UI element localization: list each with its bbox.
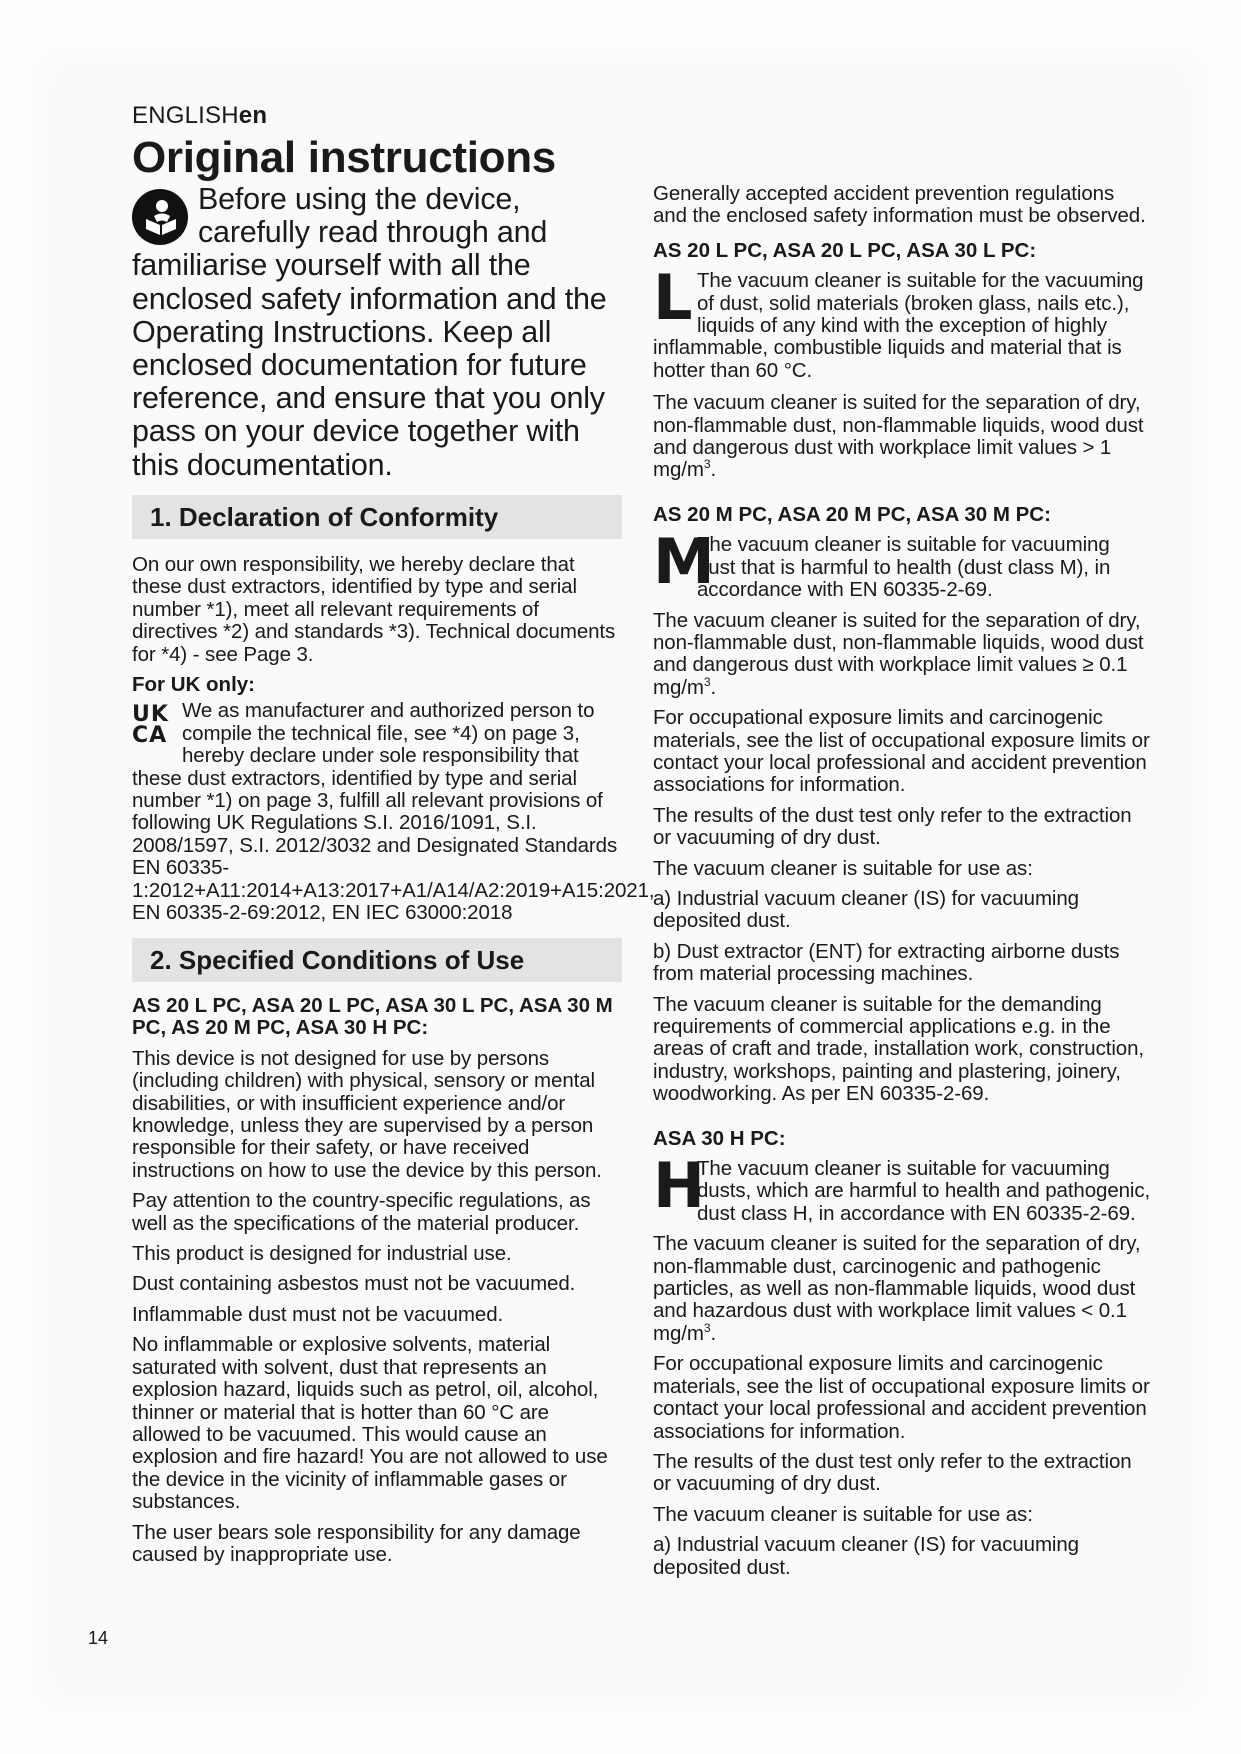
declaration-block <box>132 553 655 925</box>
read-manual-icon <box>132 189 188 245</box>
language-label <box>132 102 267 130</box>
dust-class-m-icon: M <box>653 525 715 599</box>
superscript: 3 <box>703 674 711 689</box>
h-class-use-as: The vacuum cleaner is suitable for use as: <box>653 1502 1033 1526</box>
separation-text: The vacuum cleaner is suited for the separation of dry, non-flammable dust, non-flammable liquids, wood dust and dangerous dust with workplace limit values > 1 mg/m <box>653 391 1144 482</box>
models-heading: AS 20 L PC, ASA 20 L PC, ASA 30 L PC, ASA 30 M PC, AS 20 M PC, ASA 30 H PC: <box>132 994 613 1040</box>
paragraph: Pay attention to the country-specific regulations, as well as the specifications of the material producer. <box>132 1189 591 1235</box>
ukca-mark-icon <box>132 704 176 748</box>
separation-end: . <box>710 1321 717 1345</box>
intro-paragraph <box>132 183 632 482</box>
uk-declaration <box>132 699 655 925</box>
right-column-content <box>653 183 1153 1579</box>
h-class-results: The results of the dust test only refer to the extraction or vacuuming of dry dust. <box>653 1449 1132 1496</box>
m-class-description: The vacuum cleaner is suitable for vacuuming dust that is harmful to health (dust class M), in accordance with EN 60335-2-69. <box>697 533 1111 602</box>
dust-class-l-icon: L <box>653 261 693 335</box>
uk-declaration-text: We as manufacturer and authorized person to compile the technical file, see *4) on page 3, hereby declare under sole responsibility that these dust extractors, identified by type and serial number *1) on page 3, fulfill all relevant provisions of following UK Regulations S.I. 2016/1091, S.I. 2008/1597, S.I. 2012/3032 and Designated Standards EN 60335-1:2012+A11:2014+A13:2017+A1/A14/A2:2019+A15:2021, EN 60335-2-69:2012, EN IEC 63000:2018 <box>132 699 655 925</box>
l-class-heading: AS 20 L PC, ASA 20 L PC, ASA 30 L PC: <box>653 238 1037 262</box>
h-class-heading: ASA 30 H PC: <box>653 1126 786 1150</box>
superscript: 3 <box>703 1321 711 1336</box>
l-class-description: The vacuum cleaner is suitable for the vacuuming of dust, solid materials (broken glass, nails etc.), liquids of any kind with the exception of highly inflammable, combustible liquids and material that is hotter than 60 °C. <box>653 269 1144 382</box>
section-heading-conditions: 2. Specified Conditions of Use <box>132 938 622 982</box>
uk-only-heading: For UK only: <box>132 673 255 697</box>
m-class-use-as: The vacuum cleaner is suitable for use as: <box>653 856 1033 880</box>
dust-class-h-icon: H <box>653 1149 705 1223</box>
h-class-description: The vacuum cleaner is suitable for vacuuming dusts, which are harmful to health and pathogenic, dust class H, in accordance with EN 60335-2-69. <box>697 1157 1151 1225</box>
language-name: ENGLISH <box>132 102 239 129</box>
page-title: Original instructions <box>132 133 556 182</box>
conditions-block <box>132 995 622 1566</box>
m-class-demanding: The vacuum cleaner is suitable for the demanding requirements of commercial applications e.g. in the areas of craft and trade, installation work, construction, industry, workshops, painting and plastering, joinery, woodworking. As per EN 60335-2-69. <box>653 992 1145 1106</box>
m-class-text <box>653 525 1153 602</box>
paragraph: This device is not designed for use by persons (including children) with physical, sensory or mental disabilities, or with insufficient experience and/or knowledge, unless they are supervised by a person responsible for their safety, or have received instructions on how to use the device by this person. <box>132 1046 602 1182</box>
h-class-use-a: a) Industrial vacuum cleaner (IS) for vacuuming deposited dust. <box>653 1533 1079 1579</box>
intro-text: Before using the device, carefully read through and familiarise yourself with all the enclosed safety information and the Operating Instructions. Keep all enclosed documentation for future reference, and ensure that you only pass on your device together with this documentation. <box>132 182 607 482</box>
general-regulations: Generally accepted accident prevention regulations and the enclosed safety information must be observed. <box>653 182 1146 228</box>
paragraph: The user bears sole responsibility for any damage caused by inappropriate use. <box>132 1520 581 1566</box>
l-class-separation <box>653 392 1153 482</box>
declaration-text: On our own responsibility, we hereby declare that these dust extractors, identified by type and serial number *1), meet all relevant requirements of directives *2) and standards *3). Technical documents for *4) - see Page 3. <box>132 553 616 666</box>
m-class-use-a: a) Industrial vacuum cleaner (IS) for vacuuming deposited dust. <box>653 886 1079 933</box>
separation-end: . <box>710 675 717 699</box>
section-heading-declaration: 1. Declaration of Conformity <box>132 495 622 539</box>
m-class-separation <box>653 610 1153 700</box>
page-number: 14 <box>88 1628 109 1648</box>
paragraph: This product is designed for industrial use. <box>132 1242 512 1266</box>
separation-end: . <box>710 458 717 482</box>
ukca-mark-bottom: CA <box>132 723 168 749</box>
paragraph: No inflammable or explosive solvents, material saturated with solvent, dust that represents an explosion hazard, liquids such as petrol, oil, alcohol, thinner or material that is hotter than 60 °C are allowed to be vacuumed. This would cause an explosion and fire hazard! You are not allowed to use the device in the vicinity of inflammable gases or substances. <box>132 1333 608 1514</box>
language-code: en <box>238 102 268 129</box>
m-class-results: The results of the dust test only refer to the extraction or vacuuming of dry dust. <box>653 803 1132 850</box>
h-class-text <box>653 1149 1153 1225</box>
separation-text: The vacuum cleaner is suited for the separation of dry, non-flammable dust, carcinogenic and pathogenic particles, as well as non-flammable liquids, wood dust and hazardous dust with workplace limit values < 0.1 mg/m <box>653 1232 1141 1345</box>
h-class-separation <box>653 1233 1153 1345</box>
m-class-heading: AS 20 M PC, ASA 20 M PC, ASA 30 M PC: <box>653 502 1051 526</box>
paragraph: Inflammable dust must not be vacuumed. <box>132 1302 504 1326</box>
m-class-exposure: For occupational exposure limits and carcinogenic materials, see the list of occupational exposure limits or contact your local professional and accident prevention associations for information. <box>653 706 1150 797</box>
paragraph: Dust containing asbestos must not be vacuumed. <box>132 1272 576 1296</box>
superscript: 3 <box>703 457 711 472</box>
ukca-mark-top: UK <box>132 702 169 728</box>
m-class-use-b: b) Dust extractor (ENT) for extracting airborne dusts from material processing machines. <box>653 939 1120 986</box>
l-class-text <box>653 261 1153 382</box>
h-class-exposure: For occupational exposure limits and carcinogenic materials, see the list of occupational exposure limits or contact your local professional and accident prevention associations for information. <box>653 1352 1150 1443</box>
separation-text: The vacuum cleaner is suited for the separation of dry, non-flammable dust, non-flammable liquids, wood dust and dangerous dust with workplace limit values ≥ 0.1 mg/m <box>653 608 1144 699</box>
